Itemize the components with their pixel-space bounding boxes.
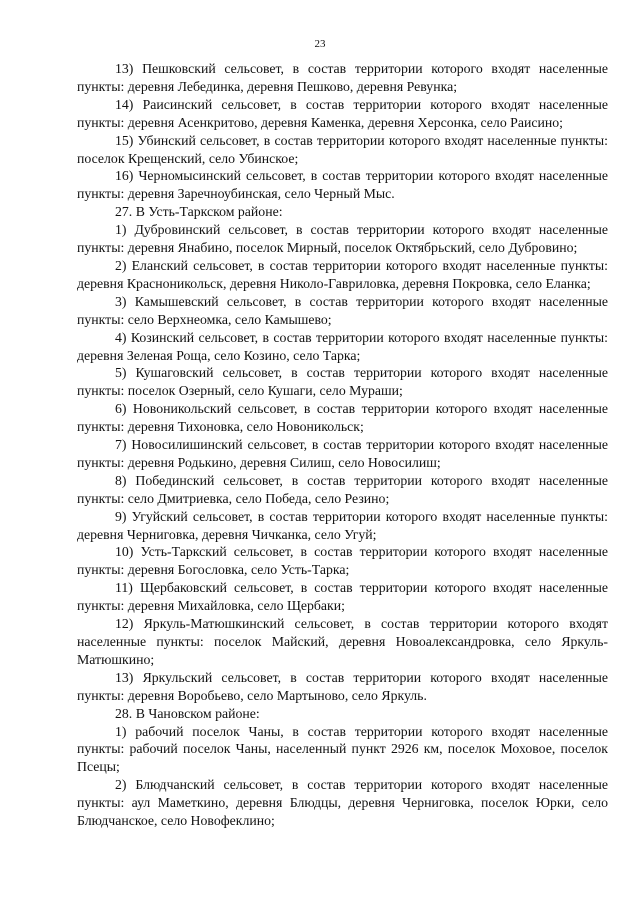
- paragraph: 3) Камышевский сельсовет, в состав территории которого входят населенные пункты: село Верхнеомка, село Камышево;: [77, 293, 608, 327]
- document-body: [77, 60, 608, 830]
- paragraph: 4) Козинский сельсовет, в состав территории которого входят населенные пункты: деревня Зеленая Роща, село Козино, село Тарка;: [77, 329, 608, 363]
- paragraph: 5) Кушаговский сельсовет, в состав территории которого входят населенные пункты: поселок Озерный, село Кушаги, село Мураши;: [77, 365, 608, 399]
- paragraph: 2) Блюдчанский сельсовет, в состав территории которого входят населенные пункты: аул Маметкино, деревня Блюдцы, деревня Черниговка, поселок Юрки, село Блюдчанское, село Новофеклино;: [77, 777, 608, 829]
- page-number: 23: [314, 38, 326, 50]
- paragraph: 11) Щербаковский сельсовет, в состав территории которого входят населенные пункты: деревня Михайловка, село Щербаки;: [77, 580, 608, 614]
- paragraph: 7) Новосилишинский сельсовет, в состав территории которого входят населенные пункты: деревня Родькино, деревня Силиш, село Новосилиш;: [77, 437, 608, 470]
- paragraph: 13) Пешковский сельсовет, в состав территории которого входят населенные пункты: деревня Лебединка, деревня Пешково, деревня Ревунка;: [77, 61, 608, 94]
- paragraph: 15) Убинский сельсовет, в состав территории которого входят населенные пункты: поселок Крещенский, село Убинское;: [77, 132, 608, 166]
- section-heading: 28. В Чановском районе:: [115, 705, 260, 721]
- paragraph: 12) Яркуль-Матюшкинский сельсовет, в состав территории которого входят населенные пункты: поселок Майский, деревня Новоалександровка, село Яркуль-Матюшкино;: [77, 616, 608, 667]
- paragraph: 14) Раисинский сельсовет, в состав территории которого входят населенные пункты: деревня Асенкритово, деревня Каменка, деревня Херсонка, село Раисино;: [77, 96, 608, 130]
- paragraph: 16) Черномысинский сельсовет, в состав территории которого входят населенные пункты: деревня Заречноубинская, село Черный Мыс.: [77, 168, 608, 202]
- paragraph: 9) Угуйский сельсовет, в состав территории которого входят населенные пункты: деревня Черниговка, деревня Чичканка, село Угуй;: [77, 508, 608, 542]
- section-heading: 27. В Усть-Таркском районе:: [115, 204, 283, 220]
- paragraph: 6) Новоникольский сельсовет, в состав территории которого входят населенные пункты: деревня Тихоновка, село Новоникольск;: [77, 401, 608, 435]
- paragraph: 1) рабочий поселок Чаны, в состав территории которого входят населенные пункты: рабочий поселок Чаны, населенный пункт 2926 км, поселок Моховое, поселок Псецы;: [77, 723, 608, 775]
- paragraph: 10) Усть-Таркский сельсовет, в состав территории которого входят населенные пункты: деревня Богословка, село Усть-Тарка;: [77, 544, 608, 578]
- paragraph: 8) Побединский сельсовет, в состав территории которого входят населенные пункты: село Дмитриевка, село Победа, село Резино;: [77, 472, 608, 506]
- paragraph: 2) Еланский сельсовет, в состав территории которого входят населенные пункты: деревня Красноникольск, деревня Николо-Гавриловка, деревня Покровка, село Еланка;: [77, 257, 608, 291]
- paragraph: 13) Яркульский сельсовет, в состав территории которого входят населенные пункты: деревня Воробьево, село Мартыново, село Яркуль.: [77, 669, 608, 703]
- paragraph: 1) Дубровинский сельсовет, в состав территории которого входят населенные пункты: деревня Янабино, поселок Мирный, поселок Октябрьский, село Дубровино;: [77, 222, 608, 256]
